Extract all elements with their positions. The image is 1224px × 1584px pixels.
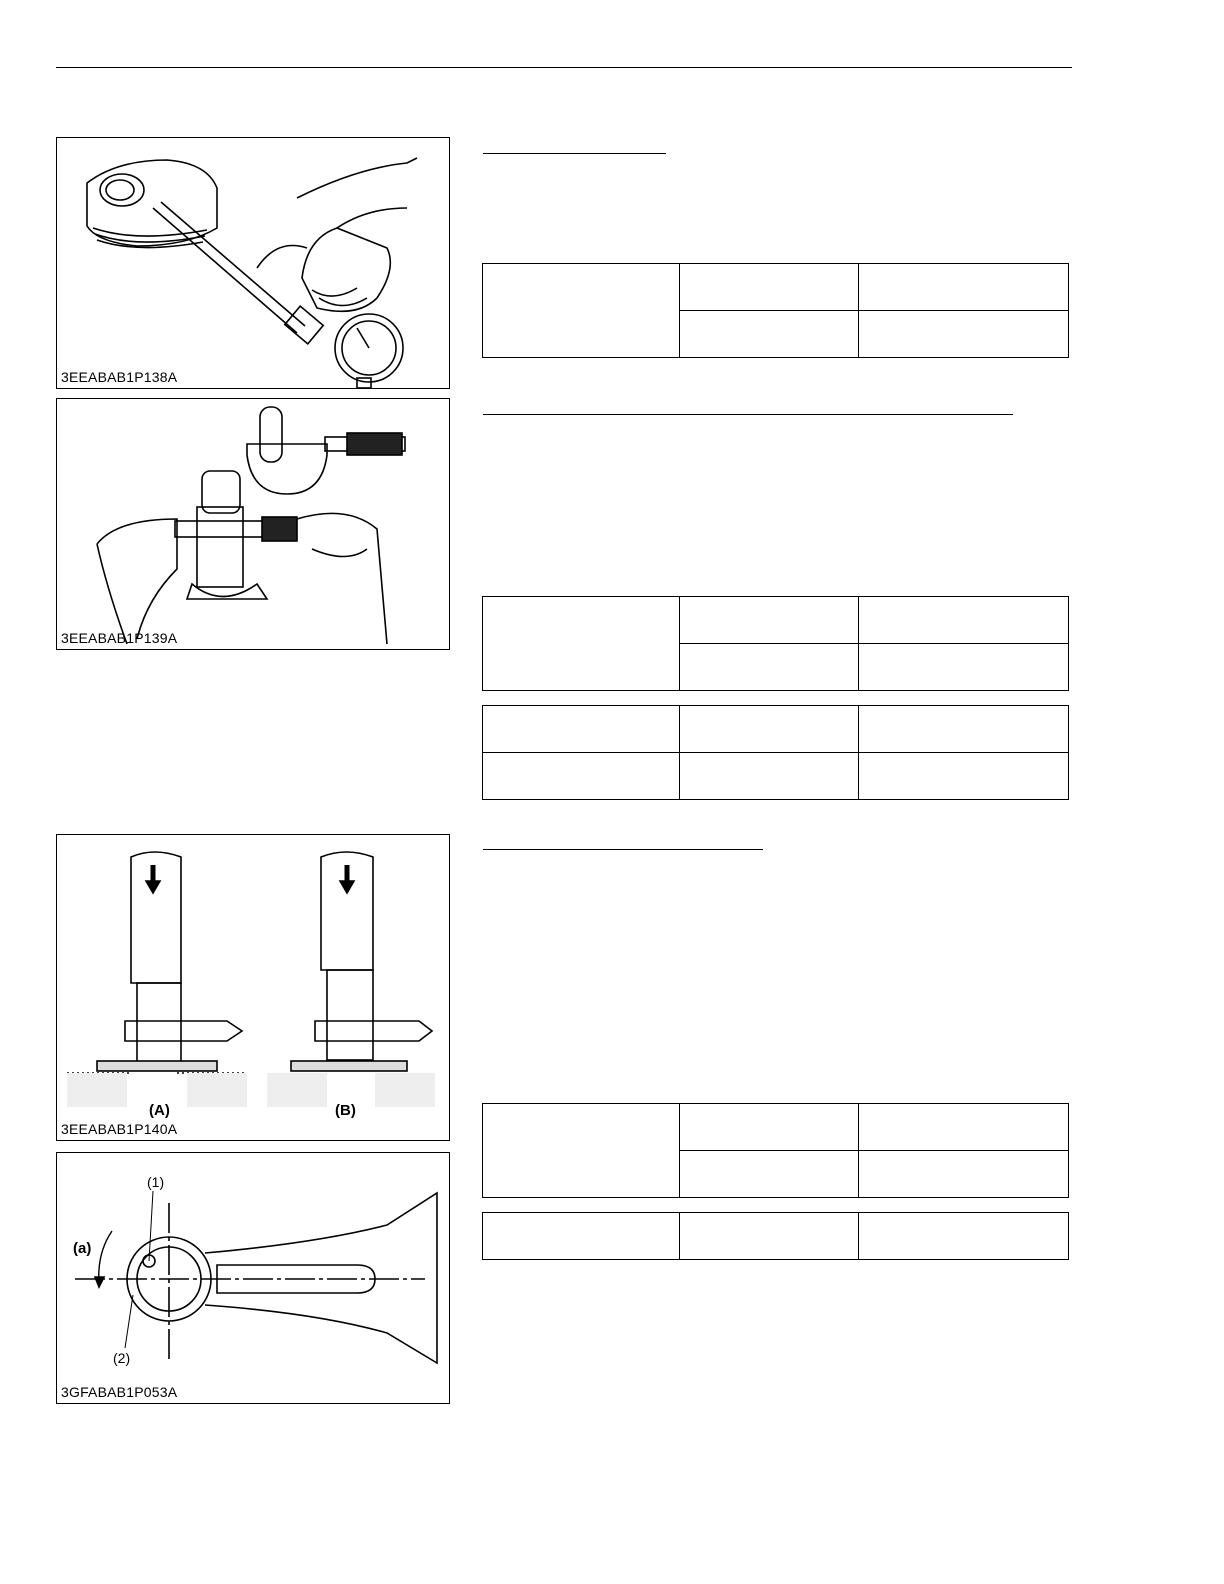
section-2-heading-underline — [483, 414, 1013, 415]
spec-table-3-cell — [680, 706, 859, 753]
spec-table-4-cell — [859, 1104, 1069, 1151]
spec-table-2-label-cell — [483, 597, 680, 691]
figure-code: 3EEABAB1P138A — [61, 369, 178, 385]
spec-table-2-cell — [680, 597, 859, 644]
figure-code: 3GFABAB1P053A — [61, 1384, 178, 1400]
spec-table-4-cell — [859, 1151, 1069, 1198]
spec-table-4-cell — [680, 1104, 859, 1151]
spec-table-1-cell — [859, 311, 1069, 358]
spec-table-4-cell — [680, 1151, 859, 1198]
spec-table-3 — [482, 705, 1069, 800]
spec-table-5-cell — [680, 1213, 859, 1260]
label-b: (B) — [335, 1102, 356, 1119]
spec-table-4-label-cell — [483, 1104, 680, 1198]
callout-angle-a: (a) — [73, 1240, 92, 1257]
bushing-micrometer-illustration — [57, 399, 451, 651]
figure-bushing-press — [56, 834, 450, 1141]
spec-table-3-cell — [859, 706, 1069, 753]
spec-table-2-cell — [680, 644, 859, 691]
spec-table-1 — [482, 263, 1069, 358]
spec-table-5 — [482, 1212, 1069, 1260]
spec-table-2-cell — [859, 644, 1069, 691]
section-1-heading-underline — [483, 153, 666, 154]
callout-1: (1) — [147, 1174, 165, 1190]
figure-oil-hole-position — [56, 1152, 450, 1404]
bushing-press-illustration — [57, 835, 451, 1142]
section-3-heading-underline — [483, 849, 763, 850]
spec-table-3-cell — [680, 753, 859, 800]
spec-table-5-cell — [859, 1213, 1069, 1260]
spec-table-3-cell — [859, 753, 1069, 800]
figure-piston-pin-bore — [56, 137, 450, 389]
spec-table-1-cell — [680, 264, 859, 311]
figure-bushing-micrometer — [56, 398, 450, 650]
header-rule — [56, 67, 1072, 68]
label-a: (A) — [149, 1102, 170, 1119]
spec-table-1-label-cell — [483, 264, 680, 358]
figure-code: 3EEABAB1P140A — [61, 1121, 178, 1137]
spec-table-3-cell — [483, 706, 680, 753]
spec-table-2-cell — [859, 597, 1069, 644]
callout-2: (2) — [113, 1350, 131, 1366]
spec-table-1-cell — [680, 311, 859, 358]
spec-table-4 — [482, 1103, 1069, 1198]
spec-table-2 — [482, 596, 1069, 691]
oil-hole-position-illustration — [57, 1153, 451, 1405]
piston-bore-gauge-illustration — [57, 138, 451, 390]
spec-table-1-cell — [859, 264, 1069, 311]
figure-code: 3EEABAB1P139A — [61, 630, 178, 646]
spec-table-3-cell — [483, 753, 680, 800]
spec-table-5-cell — [483, 1213, 680, 1260]
